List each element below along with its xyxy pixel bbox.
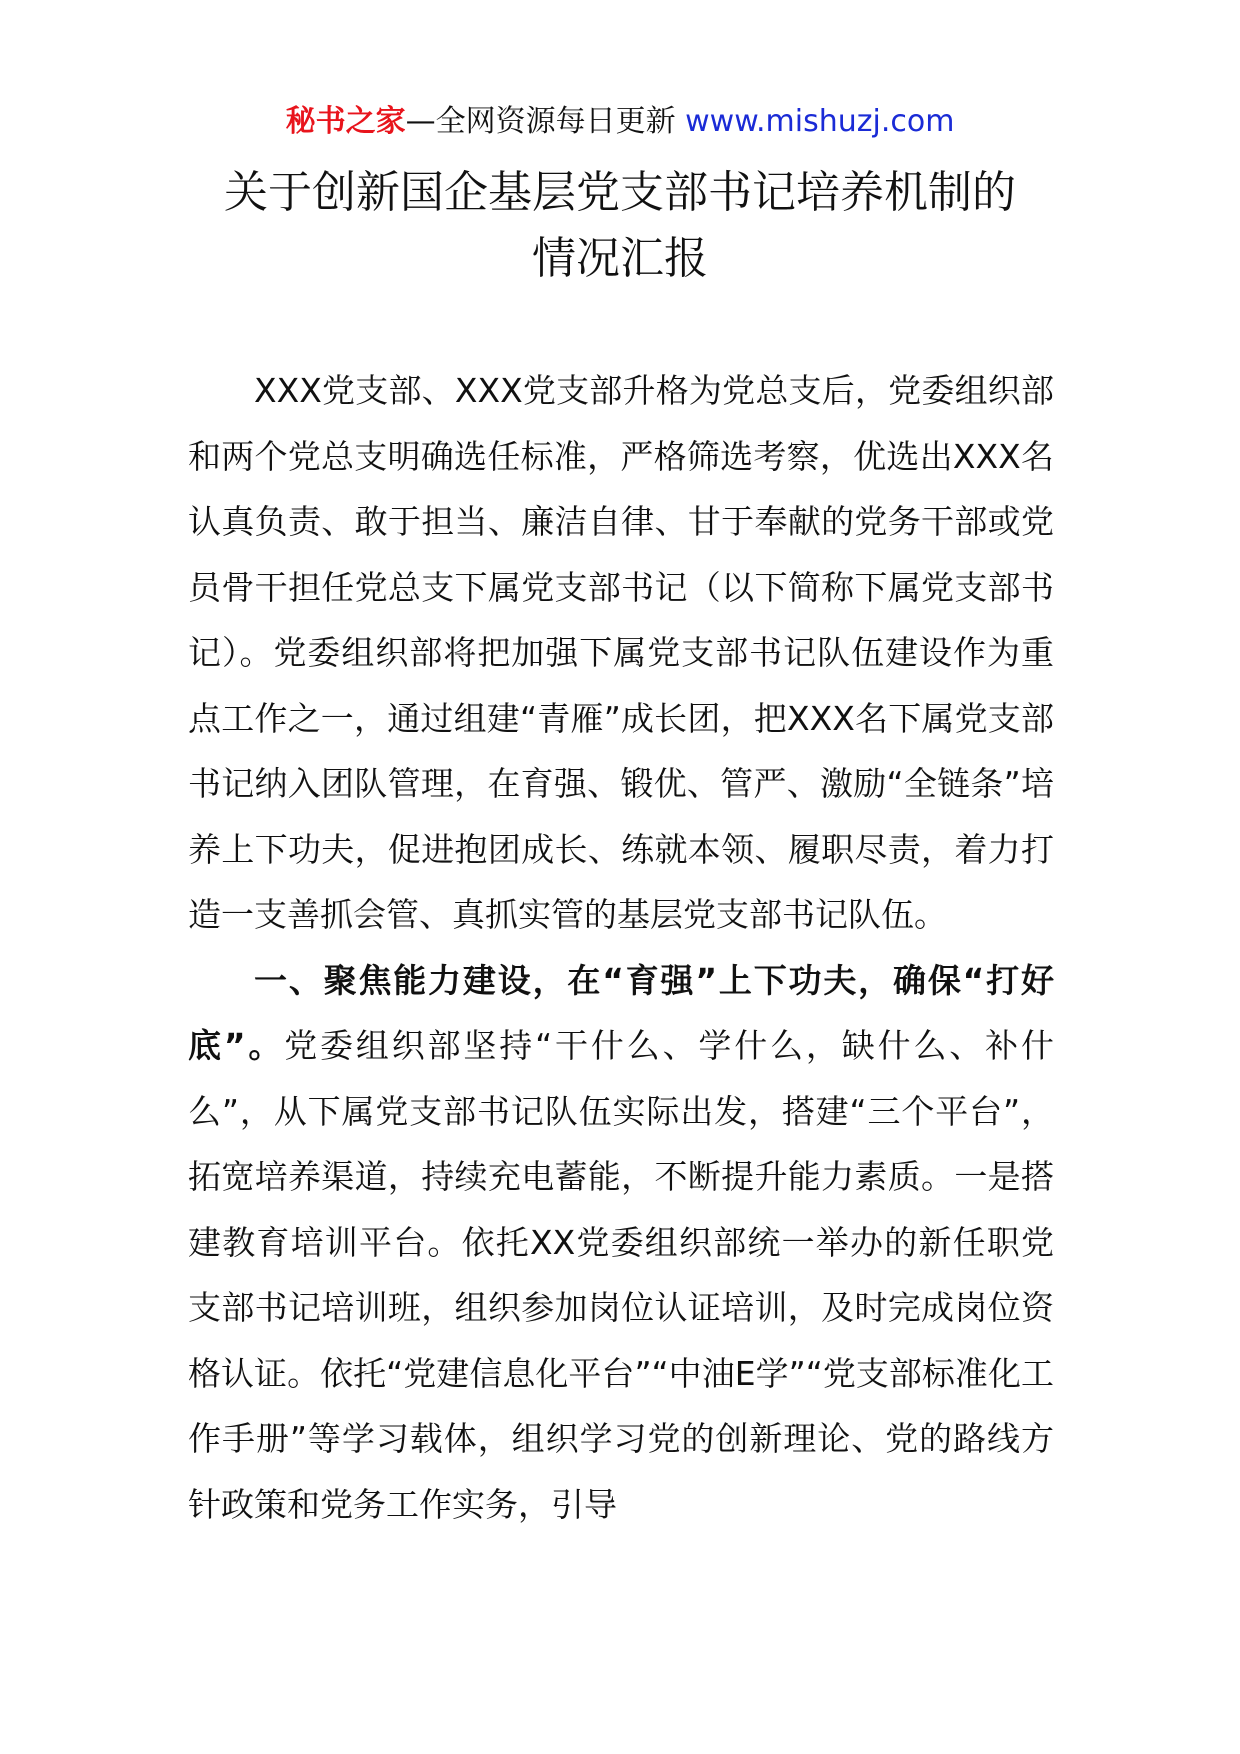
site-brand: 秘书之家: [285, 104, 406, 139]
paragraph-intro-text: XXX党支部、XXX党支部升格为党总支后，党委组织部和两个党总支明确选任标准，严格筛选考察，优选出XXX名认真负责、敢于担当、廉洁自律、甘于奉献的党务干部或党员骨干担任党总支下属党支部书记（以下简称下属党支部书记）。党委组织部将把加强下属党支部书记队伍建设作为重点工作之一，通过组建“青雁”成长团，把XXX名下属党支部书记纳入团队管理，在育强、锻优、管严、激励“全链条”培养上下功夫，促进抱团成长、练就本领、履职尽责，着力打造一支善抓会管、真抓实管的基层党支部书记队伍。: [188, 371, 1054, 934]
section-1-heading: 一、聚焦能力建设，在“育强”上下功夫，确保“打好底”。: [188, 960, 1054, 1065]
document-body: [188, 358, 1054, 1537]
title-line-1: 关于创新国企基层党支部书记培养机制的: [224, 167, 1016, 218]
section-1-text: 党委组织部坚持“干什么、学什么，缺什么、补什么”，从下属党支部书记队伍实际出发，搭建“三个平台”，拓宽培养渠道，持续充电蓄能，不断提升能力素质。一是搭建教育培训平台。依托XX党委组织部统一举办的新任职党支部书记培训班，组织参加岗位认证培训，及时完成岗位资格认证。依托“党建信息化平台”“中油E学”“党支部标准化工作手册”等学习载体，组织学习党的创新理论、党的路线方针政策和党务工作实务，引导: [188, 1026, 1054, 1524]
site-slogan: —全网资源每日更新: [405, 104, 676, 139]
title-line-2: 情况汇报: [532, 233, 708, 284]
site-header: [0, 100, 1240, 144]
document-title: [150, 160, 1090, 292]
paragraph-intro: [188, 358, 1054, 948]
site-url-link[interactable]: www.mishuzj.com: [685, 104, 955, 139]
paragraph-section-1: [188, 948, 1054, 1538]
